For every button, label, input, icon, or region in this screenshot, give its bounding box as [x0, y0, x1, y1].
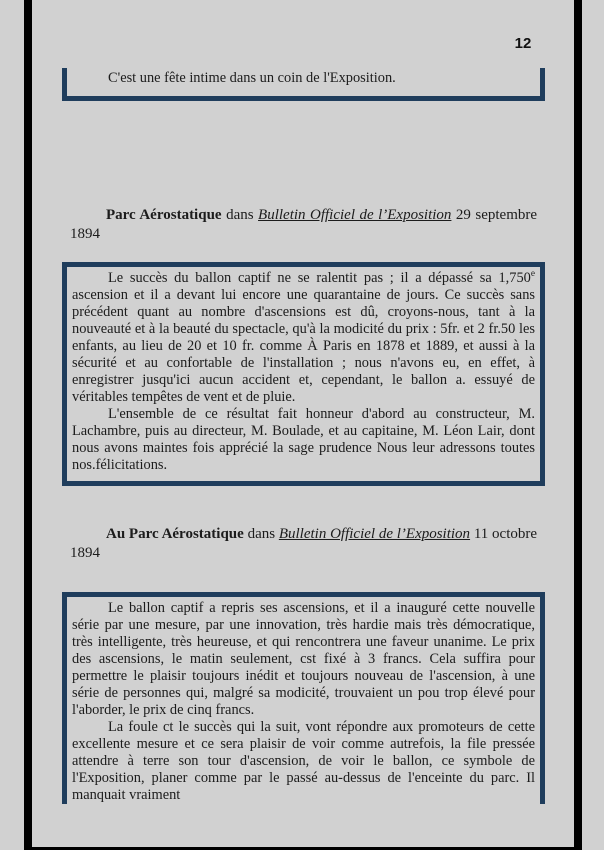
heading-source: Bulletin Officiel de l’Exposition — [258, 207, 452, 223]
scan-edge-right — [574, 0, 582, 850]
heading-connector: dans — [247, 526, 276, 542]
heading-title: Au Parc Aérostatique — [106, 526, 244, 542]
quote-paragraph: Le ballon captif a repris ses ascensions, et il a inauguré cette nouvelle série par une mesure, par une innovation, très hardie mais très démocratique, très intelligente, très heureuse, et qui rencontrera une faveur unanime. Le prix des ascensions, le matin seulement, cst fixé à 3 francs. Cela suffira pour permettre le plaisir toujours inédit et toujours nouveau de l'ascension, à une série de personnes qui, malgré sa modicité, trouvaient un pou trop élevé pour l'aborder, le prix de cinq francs. — [72, 600, 535, 718]
quote-paragraph — [72, 270, 535, 406]
superscript-e: e — [530, 269, 535, 280]
heading-title: Parc Aérostatique — [106, 207, 222, 223]
paragraph-text: ascension et il a devant lui encore une quarantaine de jours. Ce succès sans précédent quant au nombre d'ascensions est dû, croyons-nous, tant à la nouveauté et à la beauté du spectacle, qu'à la modicité du prix : 5fr. et 2 fr.50 les enfants, au lieu de 20 et 10 fr. comme À Paris en 1878 et 1889, et aussi à la sécurité et au confortable de l'installation ; nous n'avons eu, en effet, à enregistrer jusqu'ici aucun accident et, cependant, le ballon a. essuyé de véritables tempêtes de vent et de pluie. — [72, 287, 535, 405]
heading-connector: dans — [226, 207, 254, 223]
section-heading-2 — [70, 525, 537, 563]
quote-box-continued — [62, 68, 545, 101]
heading-date: 11 octobre — [473, 526, 538, 542]
quote-text: C'est une fête intime dans un coin de l'Exposition. — [108, 70, 396, 86]
heading-year: 1894 — [70, 545, 100, 561]
heading-line — [70, 206, 537, 225]
section-heading-1 — [70, 206, 537, 244]
quote-box-2 — [62, 592, 545, 804]
heading-year: 1894 — [70, 226, 100, 242]
paragraph-text: Le succès du ballon captif ne se ralentit pas ; il a dépassé sa 1,750 — [108, 270, 531, 286]
heading-source: Bulletin Officiel de l’Exposition — [278, 526, 471, 542]
quote-paragraph: La foule ct le succès qui la suit, vont répondre aux promoteurs de cette excellente mesure et ce sera plaisir de voir comme autrefois, la file pressée attendre à terre son tour d'ascension, de voir le ballon, ce symbole de l'Exposition, planer comme par le passé au-dessus de l'enceinte du parc. Il manquait vraiment — [72, 719, 535, 803]
quote-paragraph: L'ensemble de ce résultat fait honneur d'abord au constructeur, M. Lachambre, puis au directeur, M. Boulade, et au capitaine, M. Léon Lair, dont nous avons maintes fois apprécié la sage prudence Nous leur adressons toutes nos.félicitations. — [72, 406, 535, 473]
scan-edge-left — [24, 0, 32, 850]
heading-date: 29 septembre — [455, 207, 538, 223]
page-number: 12 — [514, 35, 532, 52]
heading-line — [70, 525, 537, 544]
quote-box-1 — [62, 262, 545, 486]
